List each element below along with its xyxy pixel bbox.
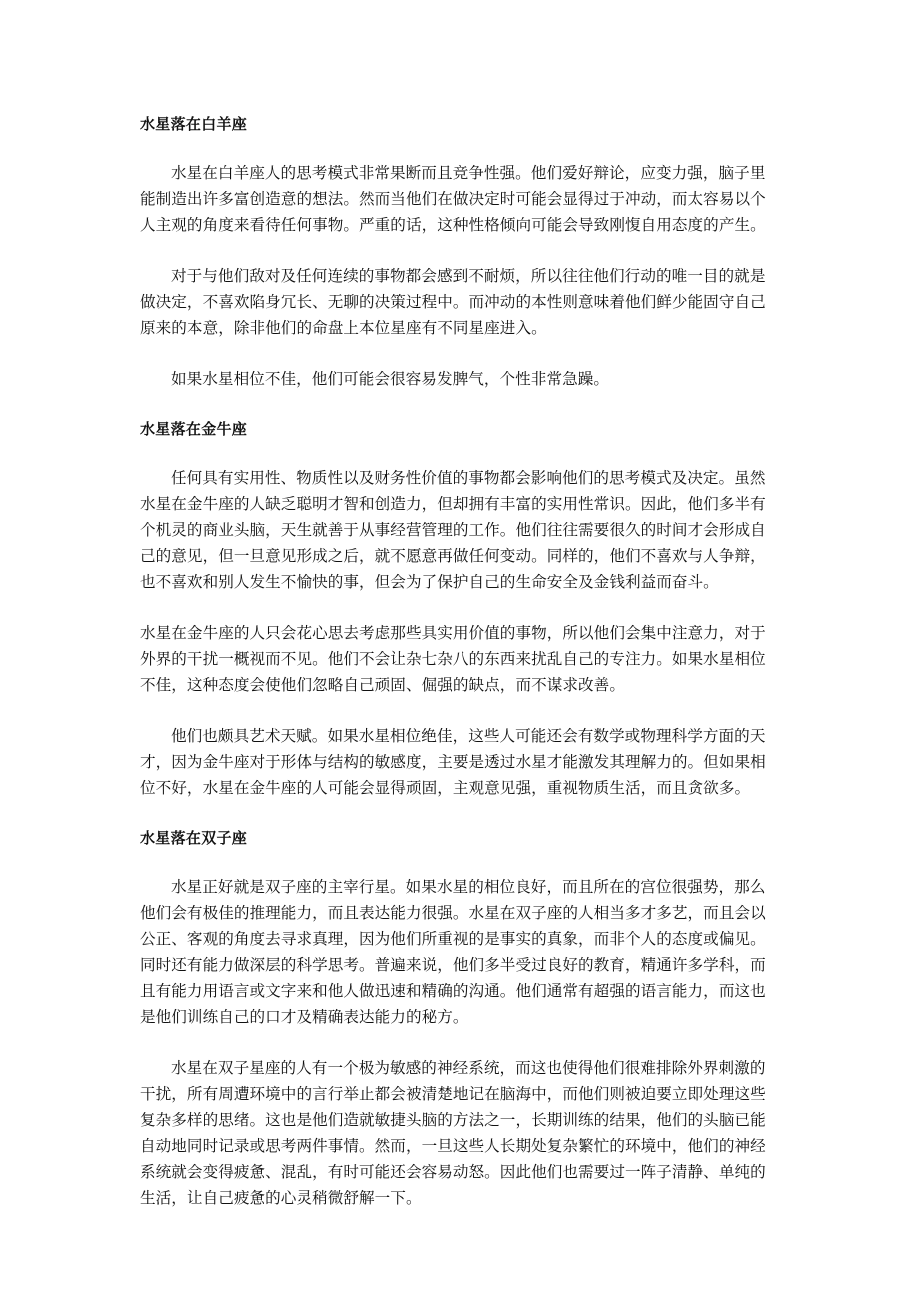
text-line: 自动地同时记录或思考两件事情。然而，一旦这些人长期处复杂繁忙的环境中，他们的神经 (140, 1137, 766, 1155)
section-gemini (140, 826, 785, 1211)
text-line: 公正、客观的角度去寻求真理，因为他们所重视的是事实的真象，而非个人的态度或偏见。 (140, 930, 766, 948)
text-line: 如果水星相位不佳，他们可能会很容易发脾气，个性非常急躁。 (171, 370, 610, 388)
text-line: 复杂多样的思绪。这也是他们造就敏捷头脑的方法之一，长期训练的结果，他们的头脑已能 (140, 1111, 766, 1129)
text-line: 任何具有实用性、物质性以及财务性价值的事物都会影响他们的思考模式及决定。虽然 (171, 469, 766, 487)
text-line: 己的意见，但一旦意见形成之后，就不愿意再做任何变动。同样的，他们不喜欢与人争辩， (140, 547, 766, 565)
text-line: 不佳，这种态度会使他们忽略自己顽固、倔强的缺点，而不谋求改善。 (140, 676, 625, 694)
text-line: 才，因为金牛座对于形体与结构的敏感度，主要是透过水星才能激发其理解力的。但如果相 (140, 753, 766, 771)
paragraph (140, 620, 785, 698)
text-line: 同时还有能力做深层的科学思考。普遍来说，他们多半受过良好的教育，精通许多学科，而 (140, 956, 766, 974)
text-line: 位不好，水星在金牛座的人可能会显得顽固，主观意见强，重视物质生活，而且贪欲多。 (140, 779, 751, 797)
text-line: 人主观的角度来看待任何事物。严重的话，这种性格倾向可能会导致刚愎自用态度的产生。 (140, 216, 766, 234)
text-line: 对于与他们敌对及任何连续的事物都会感到不耐烦，所以往往他们行动的唯一目的就是 (171, 267, 766, 285)
text-line: 干扰，所有周遭环境中的言行举止都会被清楚地记在脑海中，而他们则被迫要立即处理这些 (140, 1085, 766, 1103)
paragraph (140, 366, 785, 392)
text-line: 他们会有极佳的推理能力，而且表达能力很强。水星在双子座的人相当多才多艺，而且会以 (140, 904, 766, 922)
paragraph (140, 1055, 785, 1211)
text-line: 生活，让自己疲惫的心灵稍微舒解一下。 (140, 1189, 422, 1207)
paragraph (140, 160, 785, 238)
section-taurus (140, 417, 785, 801)
text-line: 水星在白羊座人的思考模式非常果断而且竞争性强。他们爱好辩论，应变力强，脑子里 (171, 164, 766, 182)
text-line: 外界的干扰一概视而不见。他们不会让杂七杂八的东西来扰乱自己的专注力。如果水星相位 (140, 650, 766, 668)
paragraph (140, 263, 785, 341)
section-heading: 水星落在双子座 (140, 829, 248, 847)
text-line: 水星在双子星座的人有一个极为敏感的神经系统，而这也使得他们很难排除外界刺激的 (171, 1059, 766, 1077)
text-line: 原来的本意，除非他们的命盘上本位星座有不同星座进入。 (140, 319, 547, 337)
text-line: 是他们训练自己的口才及精确表达能力的秘方。 (140, 1008, 469, 1026)
text-line: 也不喜欢和别人发生不愉快的事，但会为了保护自己的生命安全及金钱利益而奋斗。 (140, 573, 719, 591)
paragraph (140, 874, 785, 1030)
text-line: 水星在金牛座的人缺乏聪明才智和创造力，但却拥有丰富的实用性常识。因此，他们多半有 (140, 495, 766, 513)
section-heading: 水星落在白羊座 (140, 115, 248, 133)
paragraph (140, 723, 785, 801)
text-line: 水星正好就是双子座的主宰行星。如果水星的相位良好，而且所在的宫位很强势，那么 (171, 878, 766, 896)
text-line: 个机灵的商业头脑，天生就善于从事经营管理的工作。他们往往需要很久的时间才会形成自 (140, 521, 766, 539)
text-line: 且有能力用语言或文字来和他人做迅速和精确的沟通。他们通常有超强的语言能力，而这也 (140, 982, 766, 1000)
text-line: 系统就会变得疲惫、混乱，有时可能还会容易动怒。因此他们也需要过一阵子清静、单纯的 (140, 1163, 766, 1181)
paragraph (140, 465, 785, 595)
text-line: 做决定，不喜欢陷身冗长、无聊的决策过程中。而冲动的本性则意味着他们鲜少能固守自己 (140, 293, 766, 311)
text-line: 水星在金牛座的人只会花心思去考虑那些具实用价值的事物，所以他们会集中注意力，对于 (140, 624, 766, 642)
section-heading: 水星落在金牛座 (140, 420, 248, 438)
text-line: 他们也颇具艺术天赋。如果水星相位绝佳，这些人可能还会有数学或物理科学方面的天 (171, 727, 766, 745)
text-line: 能制造出许多富创造意的想法。然而当他们在做决定时可能会显得过于冲动，而太容易以个 (140, 190, 766, 208)
document-page (140, 112, 785, 1236)
section-aries (140, 112, 785, 392)
